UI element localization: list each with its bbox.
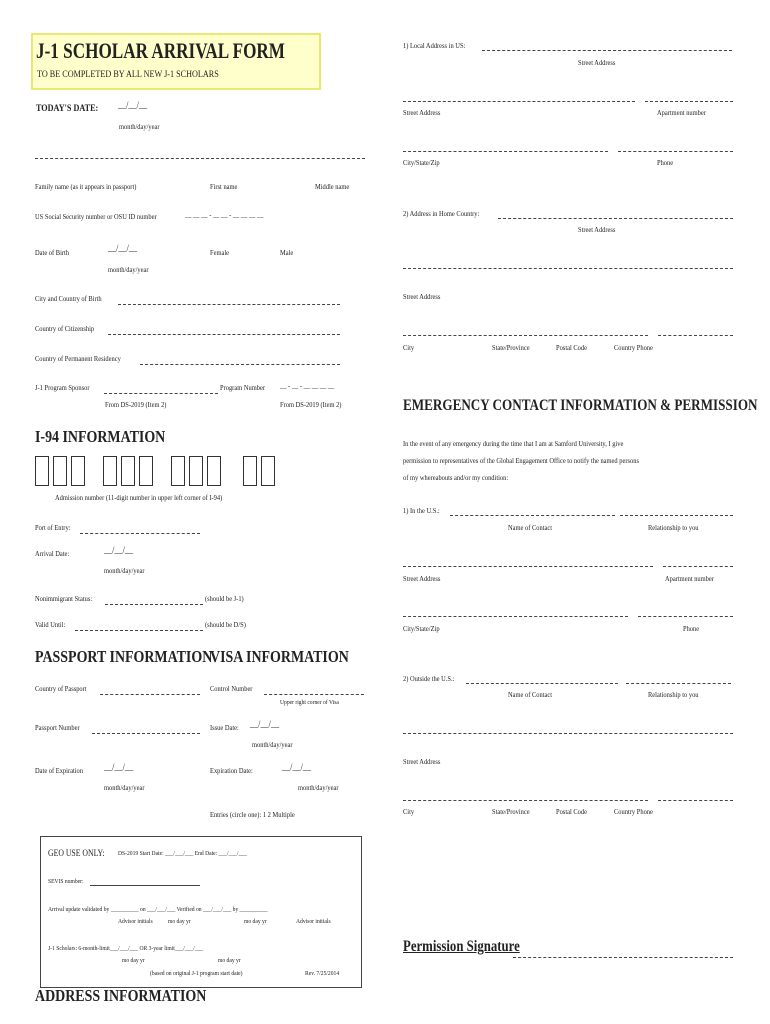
emergency-para-1: In the event of any emergency during the time that I am at Samford University, I give (403, 439, 624, 448)
passport-heading: PASSPORT INFORMATION (35, 647, 213, 666)
geo-mdy-2: mo day yr (244, 918, 267, 925)
program-number-note: From DS-2019 (Item 2) (280, 400, 342, 409)
digit-box[interactable] (171, 456, 185, 486)
form-subtitle: TO BE COMPLETED BY ALL NEW J-1 SCHOLARS (37, 70, 219, 80)
male-option[interactable]: Male (280, 248, 294, 257)
middle-name-label: Middle name (315, 182, 350, 191)
dob-label: Date of Birth (35, 248, 70, 257)
i94-heading: I-94 INFORMATION (35, 427, 166, 446)
in-us-label: 1) In the U.S.: (403, 506, 440, 515)
control-number-label: Control Number (210, 684, 253, 693)
perm-res-label: Country of Permanent Residency (35, 354, 121, 363)
intl-contact-name-field[interactable] (466, 683, 618, 684)
family-name-label: Family name (as it appears in passport) (35, 182, 137, 191)
digit-box[interactable] (35, 456, 49, 486)
arrival-format: month/day/year (104, 566, 145, 575)
passport-exp-label: Date of Expiration (35, 766, 84, 775)
form-title: J-1 SCHOLAR ARRIVAL FORM (36, 38, 286, 63)
geo-advisor-initials: Advisor initials (118, 918, 153, 925)
digit-box[interactable] (139, 456, 153, 486)
geo-mdy-4: mo day yr (218, 957, 241, 964)
dob-field[interactable]: __/__/__ (108, 244, 138, 254)
passport-number-field[interactable] (92, 733, 200, 734)
permission-signature-label: Permission Signature (403, 938, 520, 955)
passport-country-field[interactable] (100, 694, 200, 695)
local-apt-field[interactable] (645, 101, 733, 102)
port-label: Port of Entry: (35, 523, 71, 532)
outside-us-label: 2) Outside the U.S.: (403, 674, 455, 683)
program-number-field[interactable]: __ - __ - __ __ __ __ (280, 381, 335, 390)
home-address-field[interactable] (498, 218, 733, 219)
control-number-field[interactable] (264, 694, 364, 695)
intl-contact-street-field[interactable] (403, 733, 733, 734)
passport-exp-field[interactable]: __/__/__ (104, 763, 134, 773)
home-phone-field[interactable] (658, 335, 733, 336)
intl-contact-city-field[interactable] (403, 800, 648, 801)
us-contact-apt-field[interactable] (663, 566, 733, 567)
arrival-label: Arrival Date: (35, 549, 70, 558)
control-number-note: Upper right corner of Visa (280, 699, 339, 706)
intl-contact-postal-label: Postal Code (556, 807, 588, 816)
status-note: (should be J-1) (205, 594, 244, 603)
emergency-para-3: of my whereabouts and/or my condition: (403, 473, 509, 482)
local-address-field[interactable] (482, 50, 732, 51)
arrival-field[interactable]: __/__/__ (104, 546, 134, 556)
passport-country-label: Country of Passport (35, 684, 87, 693)
status-label: Nonimmigrant Status: (35, 594, 93, 603)
us-contact-phone-label: Phone (683, 624, 700, 633)
us-contact-rel-field[interactable] (620, 515, 733, 516)
ssn-field[interactable]: __ __ __ - __ __ - __ __ __ __ (185, 210, 264, 219)
home-postal-label: Postal Code (556, 343, 588, 352)
perm-res-field[interactable] (140, 364, 340, 365)
us-contact-apt-label: Apartment number (665, 574, 714, 583)
digit-box[interactable] (121, 456, 135, 486)
digit-box[interactable] (53, 456, 67, 486)
home-city-field[interactable] (403, 335, 648, 336)
digit-box[interactable] (71, 456, 85, 486)
intl-contact-phone-field[interactable] (658, 800, 733, 801)
passport-exp-format: month/day/year (104, 783, 145, 792)
emergency-heading: EMERGENCY CONTACT INFORMATION & PERMISSION (403, 397, 758, 414)
visa-exp-label: Expiration Date: (210, 766, 253, 775)
city-birth-field[interactable] (118, 304, 340, 305)
us-contact-name-label: Name of Contact (508, 523, 553, 532)
intl-contact-name-label: Name of Contact (508, 690, 553, 699)
geo-based-on: (based on original J-1 program start date) (150, 970, 243, 977)
address-heading: ADDRESS INFORMATION (35, 986, 207, 1005)
local-address-label: 1) Local Address in US: (403, 41, 466, 50)
emergency-para-2: permission to representatives of the Global Engagement Office to notify the named persons (403, 456, 639, 465)
passport-number-label: Passport Number (35, 723, 80, 732)
geo-scholar-limit: J-1 Scholars: 6-month-limit___/___/___ OR 3-year limit___/___/___ (48, 945, 204, 952)
us-contact-rel-label: Relationship to you (648, 523, 699, 532)
intl-contact-street-label: Street Address (403, 757, 441, 766)
home-street-caption: Street Address (578, 225, 616, 234)
dob-format: month/day/year (108, 265, 149, 274)
admission-label: Admission number (11-digit number in upper left corner of I-94) (55, 493, 223, 502)
sponsor-field[interactable] (104, 393, 218, 394)
local-street-caption: Street Address (578, 58, 616, 67)
home-address-label: 2) Address in Home Country: (403, 209, 480, 218)
valid-field[interactable] (75, 630, 203, 631)
intl-contact-country-phone-label: Country Phone (614, 807, 653, 816)
program-number-label: Program Number (220, 383, 265, 392)
geo-ds-start: DS-2019 Start Date: ___/___/___ End Date: ___/___/___ (118, 850, 247, 857)
citizenship-label: Country of Citizenship (35, 324, 95, 333)
digit-box[interactable] (103, 456, 117, 486)
home-country-phone-label: Country Phone (614, 343, 653, 352)
us-contact-city-label: City/State/Zip (403, 624, 440, 633)
issue-date-format: month/day/year (252, 740, 293, 749)
citizenship-field[interactable] (108, 334, 340, 335)
local-street-field[interactable] (403, 101, 635, 102)
geo-advisor-initials-2: Advisor initials (296, 918, 331, 925)
local-phone-field[interactable] (618, 151, 733, 152)
home-street-field[interactable] (403, 268, 733, 269)
us-contact-street-field[interactable] (403, 566, 653, 567)
todays-date-field[interactable]: __/__/__ (118, 101, 148, 111)
visa-exp-format: month/day/year (298, 783, 339, 792)
us-contact-street-label: Street Address (403, 574, 441, 583)
digit-box[interactable] (207, 456, 221, 486)
todays-date-label: TODAY'S DATE: (36, 104, 99, 114)
us-contact-city-field[interactable] (403, 616, 628, 617)
local-phone-label: Phone (657, 158, 674, 167)
status-field[interactable] (105, 604, 203, 605)
first-name-label: First name (210, 182, 238, 191)
todays-date-format: month/day/year (119, 122, 160, 131)
geo-label: GEO USE ONLY: (48, 848, 105, 858)
female-option[interactable]: Female (210, 248, 229, 257)
issue-date-field[interactable]: __/__/__ (250, 720, 280, 730)
valid-note: (should be D/S) (205, 620, 246, 629)
sponsor-note: From DS-2019 (Item 2) (105, 400, 167, 409)
digit-box[interactable] (243, 456, 257, 486)
geo-mdy-3: mo day yr (122, 957, 145, 964)
full-name-line[interactable] (35, 158, 365, 159)
valid-label: Valid Until: (35, 620, 66, 629)
us-contact-phone-field[interactable] (638, 616, 733, 617)
intl-contact-state-label: State/Province (492, 807, 530, 816)
geo-sevis: SEVIS number: (48, 878, 84, 885)
issue-date-label: Issue Date: (210, 723, 239, 732)
home-city-label: City (403, 343, 415, 352)
local-city-label: City/State/Zip (403, 158, 440, 167)
visa-heading: VISA INFORMATION (210, 647, 349, 666)
geo-revision: Rev. 7/25/2014 (305, 970, 340, 977)
digit-box[interactable] (261, 456, 275, 486)
us-contact-name-field[interactable] (450, 515, 615, 516)
port-field[interactable] (80, 533, 200, 534)
intl-contact-rel-label: Relationship to you (648, 690, 699, 699)
geo-arrival-update: Arrival update validated by __________ on ___/___/___ Verified on ___/___/___ by __________ (48, 906, 268, 913)
geo-mdy-1: mo day yr (168, 918, 191, 925)
home-street-label: Street Address (403, 292, 441, 301)
permission-signature-field[interactable] (513, 957, 733, 958)
geo-sevis-field (90, 885, 200, 886)
intl-contact-rel-field[interactable] (626, 683, 731, 684)
digit-box[interactable] (189, 456, 203, 486)
local-city-field[interactable] (403, 151, 608, 152)
visa-exp-field[interactable]: __/__/__ (282, 763, 312, 773)
city-birth-label: City and Country of Birth (35, 294, 102, 303)
local-apt-label: Apartment number (657, 108, 706, 117)
home-state-label: State/Province (492, 343, 530, 352)
sponsor-label: J-1 Program Sponsor (35, 383, 90, 392)
ssn-label: US Social Security number or OSU ID number (35, 212, 157, 221)
entries-label[interactable]: Entries (circle one): 1 2 Multiple (210, 810, 295, 819)
intl-contact-city-label: City (403, 807, 415, 816)
local-street-label: Street Address (403, 108, 441, 117)
